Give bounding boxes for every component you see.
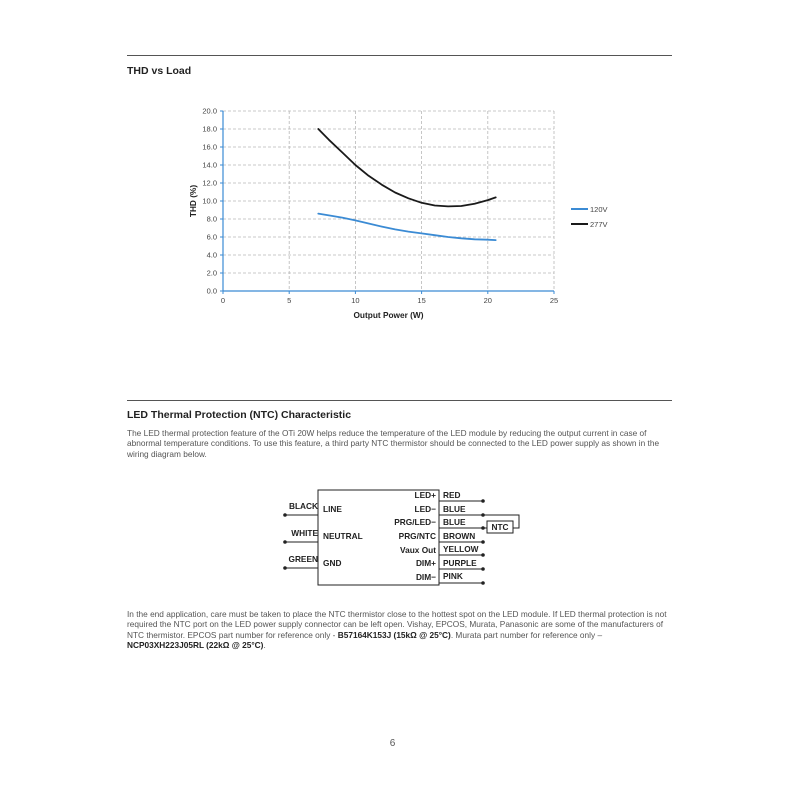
wire-label-green: GREEN: [288, 554, 318, 564]
wire-label-yellow: YELLOW: [443, 544, 479, 554]
murata-part-number: NCP03XH223J05RL (22kΩ @ 25°C): [127, 640, 264, 651]
ntc-wiring-diagram: [280, 486, 530, 586]
series-line-120v: [318, 214, 495, 241]
legend-label-277v: 277V: [590, 220, 608, 229]
wire-label-brown: BROWN: [443, 531, 476, 541]
chart-tick-labels: [202, 107, 558, 306]
ntc-body-text-middle: . Murata part number for reference only –: [450, 629, 603, 640]
terminal-dim-minus: DIM−: [415, 572, 436, 582]
y-tick-label: 20.0: [202, 106, 217, 116]
y-tick-label: 12.0: [202, 178, 217, 188]
epcos-part-number: B57164K153J (15kΩ @ 25°C): [337, 629, 451, 640]
terminal-prg-led-minus: PRG/LED−: [394, 517, 436, 527]
y-tick-label: 4.0: [206, 250, 217, 260]
thd-section-heading: THD vs Load: [127, 65, 192, 77]
series-line-277v: [318, 129, 495, 206]
terminal-vaux-out: Vaux Out: [400, 545, 436, 555]
wire-label-blue-2: BLUE: [443, 517, 466, 527]
ntc-section-heading: LED Thermal Protection (NTC) Characteristic: [127, 409, 352, 421]
wire-label-blue: BLUE: [443, 504, 466, 514]
y-tick-label: 18.0: [202, 124, 217, 134]
x-tick-label: 25: [549, 296, 559, 305]
terminal-line: LINE: [323, 504, 342, 514]
x-tick-label: 5: [287, 296, 292, 305]
ntc-body-text-start: In the end application, care must be taken to place the NTC thermistor close to the hottest spot on the LED module. If LED thermal protection is not required the NTC port on the LED power supply connector can be left open. Vishay, EPCOS, Murata, Panasonic are some of the manufacturers of NTC thermistor. EPCOS part number for reference only -: [127, 609, 667, 640]
x-axis-label: Output Power (W): [353, 310, 424, 320]
terminal-dim-plus: DIM+: [415, 558, 436, 568]
y-tick-label: 14.0: [202, 160, 217, 170]
chart-gridlines: [223, 111, 554, 291]
wire-label-red: RED: [443, 490, 461, 500]
ntc-intro-paragraph: The LED thermal protection feature of the OTi 20W helps reduce the temperature of the LED module by reducing the output current in case of abnormal temperature conditions. To use this feature, a third party NTC thermistor should be connected to the LED power supply as shown in the wiring diagram below.: [127, 428, 660, 459]
chart-series-lines: [318, 129, 495, 240]
wire-label-black: BLACK: [288, 501, 318, 511]
ntc-body-text-end: .: [263, 640, 266, 651]
terminal-gnd: GND: [323, 558, 342, 568]
wire-label-white: WHITE: [291, 528, 318, 538]
right-wire-vaux-out: [400, 544, 485, 557]
y-axis-label: THD (%): [188, 184, 198, 218]
terminal-led-minus: LED−: [414, 504, 436, 514]
x-tick-label: 20: [483, 296, 492, 305]
terminal-prg-ntc: PRG/NTC: [398, 531, 436, 541]
thd-vs-load-chart: [180, 100, 640, 330]
terminal-neutral: NEUTRAL: [323, 531, 363, 541]
y-tick-label: 16.0: [202, 142, 217, 152]
ntc-body-paragraph: [127, 609, 675, 651]
legend-label-120v: 120V: [590, 205, 608, 214]
y-tick-label: 6.0: [206, 232, 217, 242]
terminal-led-plus: LED+: [414, 490, 436, 500]
y-tick-label: 0.0: [206, 286, 217, 296]
ntc-thermistor: [483, 515, 519, 533]
chart-legend: [571, 205, 608, 229]
y-tick-label: 10.0: [202, 196, 217, 206]
ntc-section-divider: [127, 400, 672, 401]
wire-label-purple: PURPLE: [443, 558, 477, 568]
wire-label-pink: PINK: [443, 571, 463, 581]
page-number: 6: [389, 738, 396, 749]
x-tick-label: 0: [220, 296, 226, 305]
x-tick-label: 15: [417, 296, 426, 305]
x-tick-label: 10: [351, 296, 360, 305]
y-tick-label: 2.0: [206, 268, 217, 278]
ntc-label: NTC: [491, 522, 509, 532]
top-divider: [127, 55, 672, 56]
y-tick-label: 8.0: [206, 214, 217, 224]
chart-axes: [220, 111, 554, 294]
